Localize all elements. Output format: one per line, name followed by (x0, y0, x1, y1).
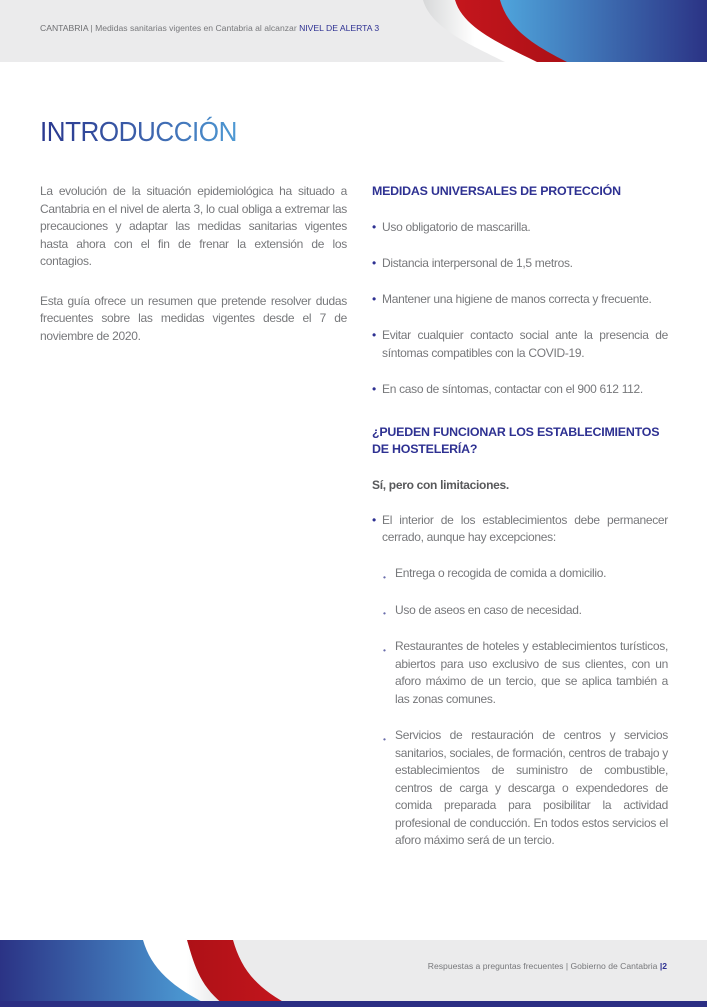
page-number-separator: | (659, 961, 663, 971)
intro-paragraph-2: Esta guía ofrece un resumen que pretende resolver dudas frecuentes sobre las medidas vigentes desde el 7 de noviembre de 2020. (40, 293, 347, 343)
flag-wave-graphic-bottom (0, 940, 330, 1007)
sub-bullet-item: • Uso de aseos en caso de necesidad. (372, 602, 668, 620)
page-title: INTRODUCCIÓN (40, 116, 237, 147)
sub-bullet-item: • Servicios de restauración de centros y servicios sanitarios, sociales, de formación, centros de trabajo y establecimientos de suministro de combustible, centros de carga y descarga o expendedores de comida preparada para posibilitar la actividad profesional de conducción. En todos estos servicios el aforo máximo será de un tercio. (372, 727, 668, 850)
footer-separator: | (565, 961, 569, 971)
page-number: 2 (662, 961, 667, 971)
section-hospitality (372, 424, 668, 850)
sub-bullet-list (372, 565, 668, 850)
footer-doc-name: Respuestas a preguntas frecuentes (427, 961, 564, 971)
section-heading: MEDIDAS UNIVERSALES DE PROTECCIÓN (372, 184, 621, 198)
bullet-item: • El interior de los establecimientos debe permanecer cerrado, aunque hay excepciones: (372, 512, 668, 547)
intro-column (40, 183, 347, 367)
section-protection-measures (372, 183, 668, 398)
alert-level-label: NIVEL DE ALERTA 3 (299, 23, 380, 33)
breadcrumb-separator: | (90, 23, 93, 33)
footer-caption (428, 961, 667, 971)
bullet-item: • Uso obligatorio de mascarilla. (372, 219, 668, 237)
section-note: Sí, pero con limitaciones. (372, 478, 509, 492)
bullet-list (372, 512, 668, 547)
sub-bullet-item: • Entrega o recogida de comida a domicilio. (372, 565, 668, 583)
sub-bullet-item: • Restaurantes de hoteles y establecimientos turísticos, abiertos para uso exclusivo de sus clientes, con un aforo máximo de un tercio, que se aplica también a las zonas comunes. (372, 638, 668, 708)
breadcrumb (40, 23, 379, 33)
intro-paragraph-1: La evolución de la situación epidemiológica ha situado a Cantabria en el nivel de alerta 3, lo cual obliga a extremar las precauciones y adaptar las medidas sanitarias vigentes hasta ahora con el fin de frenar la extensión de los contagios. (40, 184, 347, 268)
content-column (372, 183, 668, 869)
document-subtitle: Medidas sanitarias vigentes en Cantabria al alcanzar (95, 23, 297, 33)
bullet-item: • Mantener una higiene de manos correcta y frecuente. (372, 291, 668, 309)
bottom-accent-bar (0, 1001, 707, 1007)
bullet-list (372, 219, 668, 398)
bullet-item: • En caso de síntomas, contactar con el 900 612 112. (372, 381, 668, 399)
footer-org-name: Gobierno de Cantabria (570, 961, 658, 971)
bullet-item: • Distancia interpersonal de 1,5 metros. (372, 255, 668, 273)
section-heading: ¿PUEDEN FUNCIONAR LOS ESTABLECIMIENTOS DE HOSTELERÍA? (372, 425, 660, 456)
bullet-item: • Evitar cualquier contacto social ante la presencia de síntomas compatibles con la COVID-19. (372, 327, 668, 362)
brand-name: CANTABRIA (40, 23, 89, 33)
flag-wave-graphic-top (397, 0, 707, 62)
header-bar (0, 0, 707, 62)
